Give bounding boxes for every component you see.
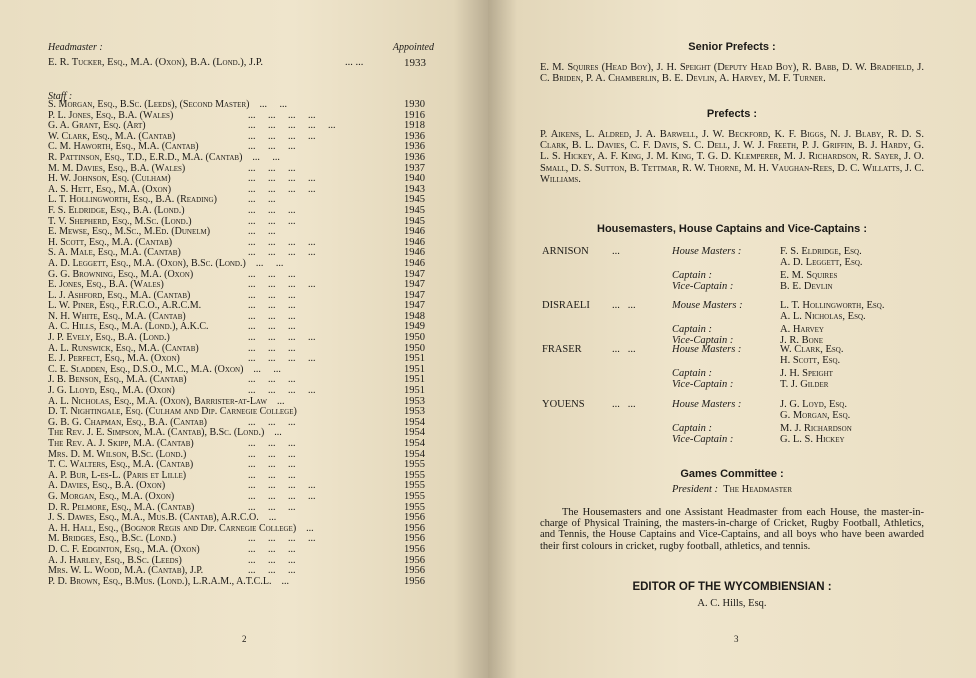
leader-dots: ... ... ... ... [248,110,316,121]
leader-dots: ... ... ... ... [248,174,316,185]
house-name: DISRAELI [542,300,590,311]
leader-dots: ... ... [255,258,284,269]
staff-year: 1956 [404,533,425,545]
staff-year: 1930 [404,99,425,110]
staff-name: M. M. Davies, Esq., B.A. (Wales) [48,162,186,174]
leader-dots: ... ... ... [248,375,296,386]
staff-name: The Rev. J. E. Simpson, M.A. (Cantab), B.Sc. (Lond.) [48,427,265,439]
house-role: Vice-Captain : [672,281,734,292]
house-person: T. J. Gilder [780,379,829,390]
staff-name: W. Clark, Esq., M.A. (Cantab) [48,130,176,142]
staff-name: N. H. White, Esq., M.A. (Cantab) [48,310,186,322]
leader-dots: ... ... ... [248,544,296,555]
staff-name: G. B. G. Chapman, Esq., B.A. (Cantab) [48,416,207,428]
leader-dots: ... ... ... [248,269,296,280]
house-role: Captain : [672,368,712,379]
leader-dots: ... ... ... ... [248,534,316,545]
leader-dots: ... ... ... [248,205,296,216]
house-role: Captain : [672,324,712,335]
leader-dots: ... ... [253,364,281,375]
staff-name: T. V. Shepherd, Esq., M.Sc. (Lond.) [48,215,192,227]
leader-dots: ... [281,576,289,587]
staff-year: 1947 [404,289,425,301]
staff-year: 1954 [404,438,425,449]
headmaster-name: E. R. Tucker, Esq., M.A. (Oxon), B.A. (Lond.), J.P. [48,57,264,68]
house-role: House Masters : [672,344,742,355]
house-name: ARNISON [542,246,589,257]
prefects-text: P. Aikens, L. Aldred, J. A. Barwell, J. W. Beckford, K. F. Biggs, N. J. Blaby, R. D. S. Clark, B. L. Davies, C. F. Davis, S. C. Dell, J. W. J. Freeth, P. J. Griffin, B. J. Hardy, G. L. S. Hickey, A. F. King, J. M. King, T. G. D. Klemperer, M. J. Richardson, R. Sayer, J. O. Small, D. S. Sutton, B. Tettmar, R. W. Thorne, M. H. Vaughan-Rees, D. C. Willatts, J. C. Williams. [540,129,924,185]
staff-name: The Rev. A. J. Skipp, M.A. (Cantab) [48,438,194,449]
page-number-left: 2 [242,634,247,644]
house-role: Vice-Captain : [672,434,734,445]
staff-name: A. H. Hall, Esq., (Bognor Regis and Dip. Carnegie College) [48,522,297,534]
house-name: YOUENS [542,399,585,410]
staff-year: 1947 [404,300,425,312]
staff-name: A. J. Harley, Esq., B.Sc. (Leeds) [48,554,182,566]
house-role: House Masters : [672,246,742,257]
staff-year: 1956 [404,512,425,524]
staff-name: G. A. Grant, Esq. (Art) [48,120,146,132]
leader-dots: ... ... ... [248,449,296,460]
staff-row [48,100,438,111]
editor-heading: EDITOR OF THE WYCOMBIENSIAN : [632,581,832,593]
leader-dots: ... ... ... [248,470,296,481]
staff-year: 1918 [404,120,425,132]
staff-row [48,545,438,556]
staff-year: 1936 [404,130,425,142]
staff-year: 1953 [404,406,425,418]
leader-dots: ... ... [612,300,636,311]
staff-year: 1946 [404,257,425,269]
staff-name: S. Morgan, Esq., B.Sc. (Leeds), (Second Master) [48,99,250,110]
house-person: E. M. Squires [780,270,838,281]
leader-dots: ... ... ... ... [248,280,316,291]
staff-year: 1954 [404,416,425,428]
housemasters-heading: Housemasters, House Captains and Vice-Captains : [597,223,867,235]
headmaster-year: 1933 [404,57,426,69]
staff-name: J. S. Dawes, Esq., M.A., Mus.B. (Cantab), A.R.C.O. [48,512,259,524]
leader-dots: ... ... ... ... [248,386,316,397]
staff-name: H. W. Johnson, Esq. (Culham) [48,173,171,185]
staff-year: 1954 [404,427,425,439]
house-role: Vice-Captain : [672,379,734,390]
staff-name: L. J. Ashford, Esq., M.A. (Cantab) [48,289,191,301]
staff-year: 1956 [404,522,425,534]
staff-year: 1947 [404,268,425,280]
staff-name: G. Morgan, Esq., M.A. (Oxon) [48,490,175,502]
staff-year: 1953 [404,395,425,407]
staff-year: 1947 [404,279,425,291]
staff-name: L. W. Piner, Esq., F.R.C.O., A.R.C.M. [48,300,202,312]
staff-year: 1936 [404,141,425,153]
president-value: The Headmaster [723,484,792,495]
staff-year: 1948 [404,310,425,322]
leader-dots: ... ... [248,195,276,206]
staff-name: D. T. Nightingale, Esq. (Culham and Dip. Carnegie College) [48,406,297,418]
staff-name: E. Mewse, Esq., M.Sc., M.Ed. (Dunelm) [48,226,211,238]
leader-dots: ... ... ... [248,142,296,153]
house-person: J. R. Bone [780,335,823,346]
leader-dots: ... [277,396,285,407]
staff-name: R. Pattinson, Esq., T.D., E.R.D., M.A. (Cantab) [48,151,243,163]
staff-year: 1945 [404,215,425,227]
leader-dots: ... [306,523,314,534]
staff-name: F. S. Eldridge, Esq., B.A. (Lond.) [48,204,185,216]
leader-dots: ... ... ... [248,290,296,301]
staff-name: S. A. Male, Esq., M.A. (Cantab) [48,247,181,259]
leader-dots: ... ... ... ... [248,237,316,248]
leader-dots: ... ... [252,152,280,163]
staff-name: D. C. F. Edginton, Esq., M.A. (Oxon) [48,543,200,555]
leader-dots: ... ... [612,399,636,410]
president-label: President : [672,484,718,495]
leader-dots: ... ... [345,57,364,68]
senior-prefects-heading: Senior Prefects : [688,41,776,53]
house-person: J. G. Loyd, Esq. [780,399,847,410]
staff-year: 1956 [404,565,425,577]
staff-year: 1943 [404,183,425,195]
house-role: Captain : [672,423,712,434]
staff-year: 1945 [404,204,425,216]
staff-name: C. E. Sladden, Esq., D.S.O., M.C., M.A. (Oxon) [48,363,244,375]
staff-name: P. D. Brown, Esq., B.Mus. (Lond.), L.R.A.M., A.T.C.L. [48,575,272,587]
leader-dots: ... ... ... [248,301,296,312]
leader-dots: ... [612,246,620,257]
house-name: FRASER [542,344,582,355]
staff-name: A. L. Runswick, Esq., M.A. (Cantab) [48,342,199,354]
leader-dots: ... ... ... [248,343,296,354]
house-role: Captain : [672,270,712,281]
staff-name: A. C. Hills, Esq., M.A. (Lond.), A.K.C. [48,321,209,333]
page-number-right: 3 [734,634,739,644]
leader-dots: ... ... ... [248,163,296,174]
leader-dots: ... ... ... ... [248,131,316,142]
prefects-heading: Prefects : [706,108,758,120]
staff-year: 1949 [404,321,425,333]
staff-row [48,492,438,503]
staff-name: C. M. Haworth, Esq., M.A. (Cantab) [48,141,199,153]
house-role: Vice-Captain : [672,335,734,346]
staff-year: 1937 [404,162,425,174]
staff-name: A. D. Leggett, Esq., M.A. (Oxon), B.Sc. (Lond.) [48,257,246,269]
staff-year: 1955 [404,490,425,502]
staff-name: J. G. Lloyd, Esq., M.A. (Oxon) [48,385,175,397]
staff-year: 1955 [404,459,425,471]
staff-name: A. P. Bur, L-es-L. (Paris et Lille) [48,469,187,481]
staff-name: L. T. Hollingworth, Esq., B.A. (Reading) [48,194,217,206]
leader-dots: ... ... ... ... [248,481,316,492]
staff-year: 1945 [404,194,425,206]
staff-row [48,153,438,164]
staff-year: 1940 [404,173,425,185]
leader-dots: ... ... ... [248,322,296,333]
staff-year: 1936 [404,151,425,163]
leader-dots: ... ... [259,100,287,110]
house-person: A. Harvey [780,324,824,335]
house-person: G. Morgan, Esq. [780,410,851,421]
leader-dots: ... ... ... [248,439,296,449]
staff-name: G. G. Browning, Esq., M.A. (Oxon) [48,268,194,280]
leader-dots: ... [268,513,277,524]
leader-dots: ... ... ... [248,216,296,227]
staff-name: D. R. Pelmore, Esq., M.A. (Cantab) [48,501,195,513]
staff-year: 1946 [404,226,425,238]
staff-year: 1951 [404,353,425,365]
leader-dots: ... ... ... ... [248,184,316,195]
leader-dots: ... ... [612,344,636,355]
staff-row [48,259,438,270]
leader-dots: ... ... ... [248,460,296,471]
staff-name: A. S. Hett, Esq., M.A. (Oxon) [48,183,172,195]
staff-name: M. Bridges, Esq., B.Sc. (Lond.) [48,533,177,545]
appointed-label: Appointed [392,42,434,53]
house-person: F. S. Eldridge, Esq. [780,246,862,257]
staff-name: H. Scott, Esq., M.A. (Cantab) [48,236,173,248]
staff-label: Staff : [48,91,73,102]
staff-name: A. L. Nicholas, Esq., M.A. (Oxon), Barrister-at-Law [48,395,268,407]
leader-dots: ... ... ... ... [248,333,316,344]
staff-year: 1951 [404,385,425,397]
staff-name: E. J. Perfect, Esq., M.A. (Oxon) [48,353,180,365]
staff-row [48,577,438,588]
house-person: M. J. Richardson [780,423,852,434]
staff-row [48,206,438,217]
house-person: B. E. Devlin [780,281,833,292]
house-person: A. D. Leggett, Esq. [780,257,863,268]
house-person: L. T. Hollingworth, Esq. [780,300,885,311]
games-committee-text: The Housemasters and one Assistant Headmaster from each House, the master-in-charge of Physical Training, the masters-in-charge of Cricket, Rugby Football, Athletics, and Tennis, the House Captains and Vice-Captains, and all boys who have been awarded their first colours in cricket, rugby football, athletics, and tennis. [540,507,924,552]
house-person: H. Scott, Esq. [780,355,841,366]
staff-row [48,439,438,450]
staff-year: 1954 [404,448,425,460]
staff-year: 1951 [404,374,425,386]
leader-dots: ... ... ... ... [248,248,316,259]
staff-year: 1946 [404,236,425,248]
staff-year: 1950 [404,332,425,344]
staff-year: 1955 [404,501,425,513]
staff-year: 1955 [404,480,425,492]
leader-dots: ... ... ... [248,417,296,428]
leader-dots: ... ... ... ... [248,354,316,365]
staff-name: T. C. Walters, Esq., M.A. (Cantab) [48,459,194,471]
staff-year: 1946 [404,247,425,259]
president-line [540,484,924,495]
house-person: A. L. Nicholas, Esq. [780,311,866,322]
staff-year: 1950 [404,342,425,354]
staff-year: 1956 [404,554,425,566]
staff-year: 1955 [404,469,425,481]
staff-year: 1956 [404,543,425,555]
staff-name: J. B. Benson, Esq., M.A. (Cantab) [48,374,187,386]
house-role: Mouse Masters : [672,300,743,311]
leader-dots: ... ... ... [248,502,296,513]
staff-name: J. P. Evely, Esq., B.A. (Lond.) [48,332,170,344]
staff-year: 1916 [404,109,425,121]
leader-dots: ... ... ... [248,311,296,322]
leader-dots: ... [274,428,282,439]
editor-name: A. C. Hills, Esq. [697,598,767,609]
leader-dots: ... ... ... [248,566,296,577]
leader-dots: ... ... ... [248,555,296,566]
games-committee-heading: Games Committee : [680,468,784,480]
senior-prefects-text: E. M. Squires (Head Boy), J. H. Speight (Deputy Head Boy), R. Babb, D. W. Bradfield, J. C. Briden, P. A. Chamberlin, B. E. Devlin, A. Harvey, M. F. Turner. [540,62,924,85]
leader-dots: ... ... ... ... [248,491,316,502]
staff-name: P. L. Jones, Esq., B.A. (Wales) [48,109,174,121]
staff-year: 1951 [404,363,425,375]
leader-dots: ... ... ... ... ... [248,121,336,132]
staff-name: E. Jones, Esq., B.A. (Wales) [48,279,164,291]
headmaster-label: Headmaster : [48,42,103,53]
house-person: W. Clark, Esq. [780,344,844,355]
staff-name: A. Davies, Esq., B.A. (Oxon) [48,480,166,492]
headmaster-header [48,42,434,56]
house-role: House Masters : [672,399,742,410]
staff-name: Mrs. W. L. Wood, M.A. (Cantab), J.P. [48,565,204,577]
staff-name: Mrs. D. M. Wilson, B.Sc. (Lond.) [48,448,187,460]
staff-year: 1956 [404,575,425,587]
leader-dots: ... ... [248,227,276,238]
house-person: J. H. Speight [780,368,833,379]
house-person: G. L. S. Hickey [780,434,845,445]
staff-list [48,100,438,587]
